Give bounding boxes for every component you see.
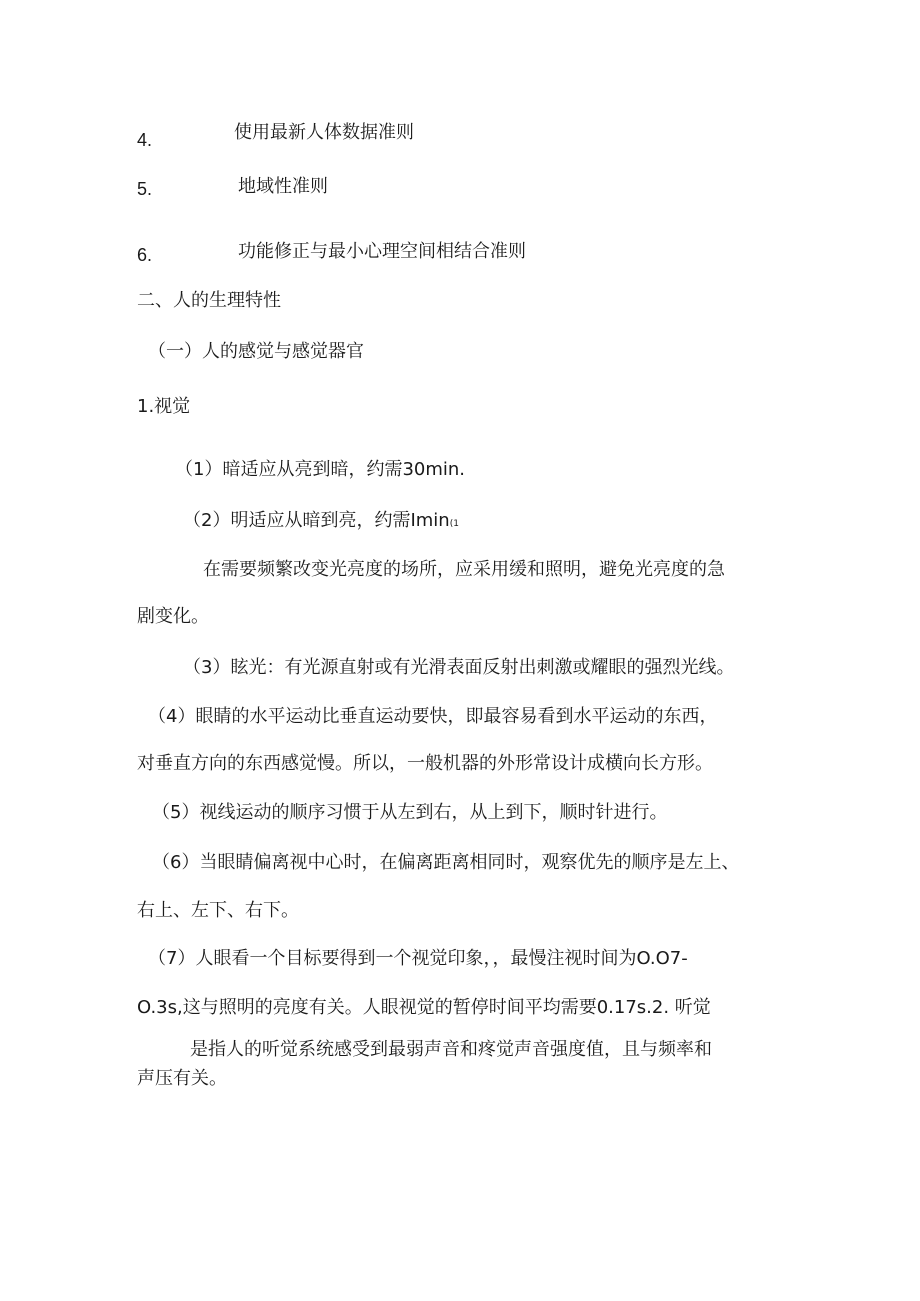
item-7-line-1: （7）人眼看一个目标要得到一个视觉印象，，最慢注视时间为O.O7- — [148, 948, 688, 969]
note-line-1: 在需要频繁改变光亮度的场所，应采用缓和照明，避免光亮度的急 — [203, 559, 725, 580]
section-title: 二、人的生理特性 — [137, 290, 281, 311]
hearing-line-2: 声压有关。 — [137, 1068, 227, 1089]
note-line-2: 剧变化。 — [137, 606, 209, 627]
item-6-line-1: （6）当眼睛偏离视中心时，在偏离距离相同时，观察优先的顺序是左上、 — [152, 852, 740, 873]
vision-heading: 1.视觉 — [137, 396, 191, 417]
item-2 — [183, 509, 459, 536]
item-2-text: （2）明适应从暗到亮，约需Imin — [183, 510, 450, 531]
item-4-line-1: （4）眼睛的水平运动比垂直运动要快，即最容易看到水平运动的东西， — [148, 706, 718, 727]
item-5: （5）视线运动的顺序习惯于从左到右，从上到下，顺时针进行。 — [152, 802, 668, 823]
item-7-line-2: O.3s,这与照明的亮度有关。人眼视觉的暂停时间平均需要0.17s.2. 听觉 — [137, 997, 711, 1018]
item-3: （3）眩光：有光源直射或有光滑表面反射出刺激或耀眼的强烈光线。 — [183, 657, 735, 678]
list-number: 5. — [137, 179, 153, 199]
item-4-line-2: 对垂直方向的东西感觉慢。所以，一般机器的外形常设计成横向长方形。 — [137, 753, 713, 774]
subsection-title: （一）人的感觉与感觉器官 — [148, 341, 364, 362]
list-number: 4. — [137, 130, 153, 150]
list-text: 功能修正与最小心理空间相结合准则 — [238, 241, 526, 262]
list-text: 地域性准则 — [238, 176, 328, 197]
item-1: （1）暗适应从亮到暗，约需30min. — [175, 459, 466, 480]
item-2-mark: (1 — [449, 519, 459, 529]
list-number: 6. — [137, 245, 153, 265]
list-text: 使用最新人体数据准则 — [234, 122, 414, 143]
hearing-line-1: 是指人的听觉系统感受到最弱声音和疼觉声音强度值，且与频率和 — [190, 1039, 712, 1060]
item-6-line-2: 右上、左下、右下。 — [137, 900, 299, 921]
